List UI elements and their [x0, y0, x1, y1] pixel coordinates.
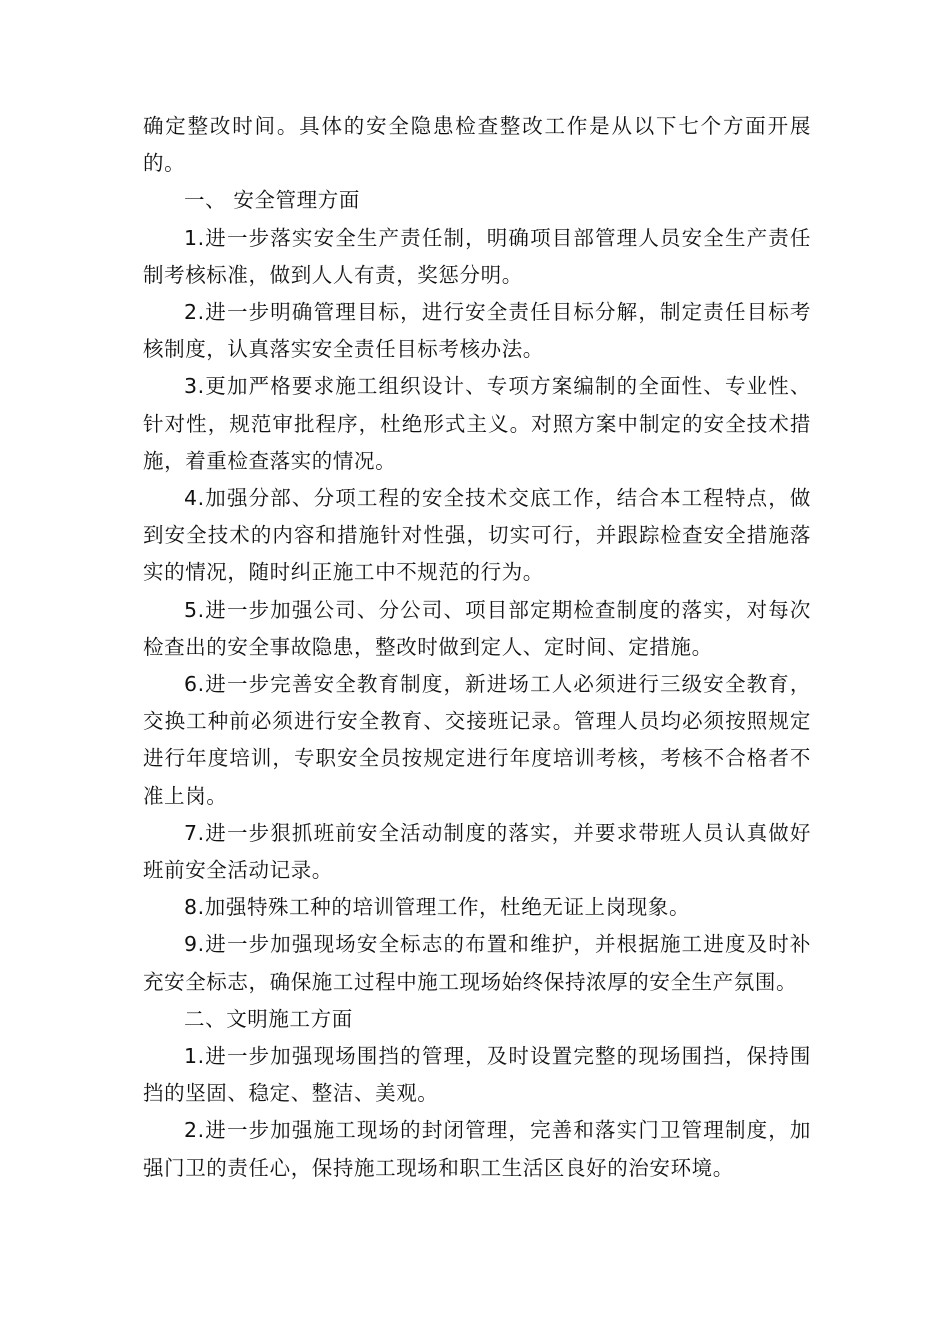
paragraph-item: 4.加强分部、分项工程的安全技术交底工作，结合本工程特点，做到安全技术的内容和措施针对性强，切实可行，并跟踪检查安全措施落实的情况，随时纠正施工中不规范的行为。 [143, 486, 811, 585]
document-body [143, 108, 811, 1187]
paragraph-item: 6.进一步完善安全教育制度，新进场工人必须进行三级安全教育，交换工种前必须进行安全教育、交接班记录。管理人员均必须按照规定进行年度培训，专职安全员按规定进行年度培训考核，考核不合格者不准上岗。 [143, 672, 811, 808]
paragraph-item: 1.进一步加强现场围挡的管理，及时设置完整的现场围挡，保持围挡的坚固、稳定、整洁、美观。 [143, 1044, 811, 1106]
paragraph-item: 7.进一步狠抓班前安全活动制度的落实，并要求带班人员认真做好班前安全活动记录。 [143, 820, 811, 883]
paragraph-item: 1.进一步落实安全生产责任制，明确项目部管理人员安全生产责任制考核标准，做到人人有责，奖惩分明。 [143, 225, 811, 287]
section-heading-safety-management: 一、 安全管理方面 [184, 188, 360, 213]
paragraph-continuation: 确定整改时间。具体的安全隐患检查整改工作是从以下七个方面开展的。 [143, 114, 811, 176]
paragraph-item: 8.加强特殊工种的培训管理工作，杜绝无证上岗现象。 [184, 895, 691, 920]
paragraph-item: 3.更加严格要求施工组织设计、专项方案编制的全面性、专业性、针对性，规范审批程序，杜绝形式主义。对照方案中制定的安全技术措施，着重检查落实的情况。 [143, 374, 811, 473]
paragraph-item: 9.进一步加强现场安全标志的布置和维护，并根据施工进度及时补充安全标志，确保施工过程中施工现场始终保持浓厚的安全生产氛围。 [143, 932, 811, 994]
section-heading-civilized-construction: 二、文明施工方面 [184, 1006, 353, 1031]
paragraph-item: 2.进一步明确管理目标，进行安全责任目标分解，制定责任目标考核制度，认真落实安全责任目标考核办法。 [143, 300, 811, 362]
paragraph-item: 2.进一步加强施工现场的封闭管理，完善和落实门卫管理制度，加强门卫的责任心，保持施工现场和职工生活区良好的治安环境。 [143, 1118, 811, 1180]
paragraph-item: 5.进一步加强公司、分公司、项目部定期检查制度的落实，对每次检查出的安全事故隐患，整改时做到定人、定时间、定措施。 [143, 597, 811, 659]
